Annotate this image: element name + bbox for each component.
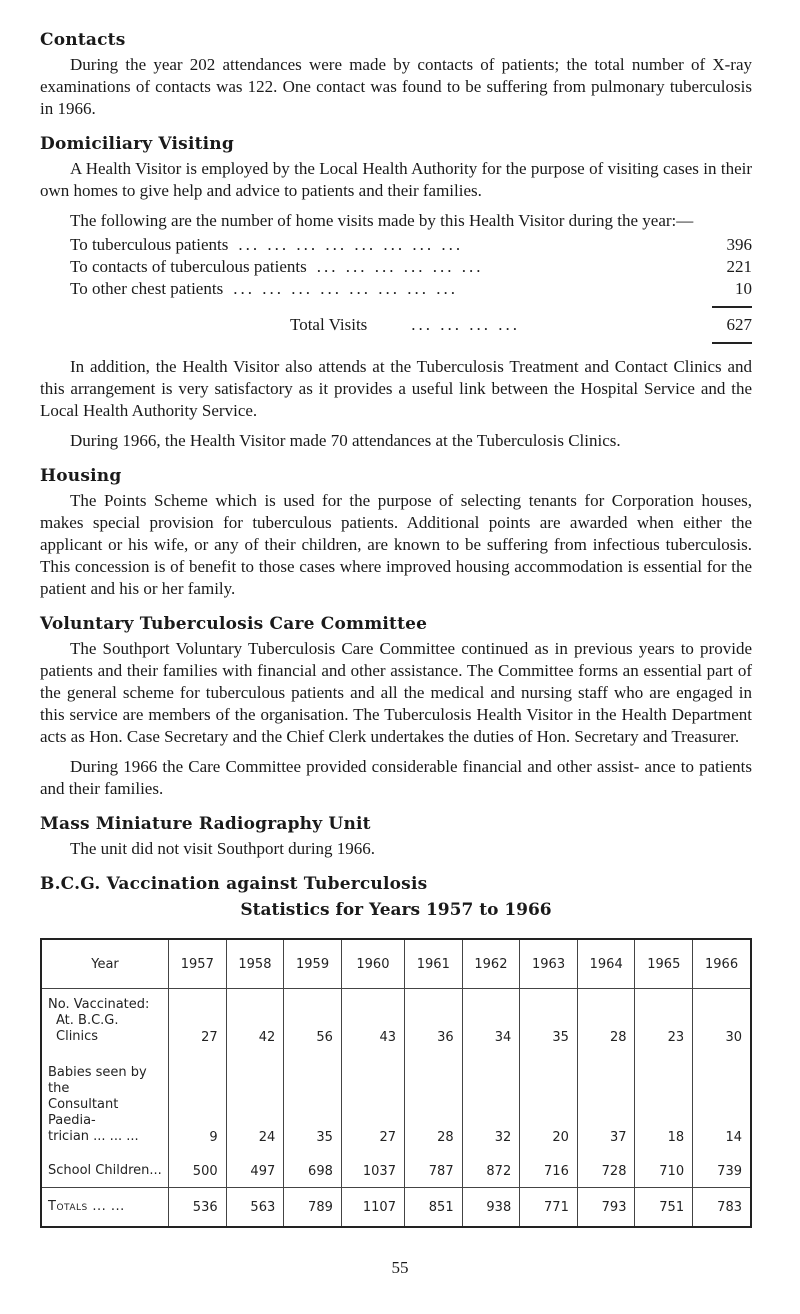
row-label-line: trician ... ... ... [48, 1129, 139, 1144]
column-header: 1957 [169, 939, 227, 989]
bcg-subtitle: Statistics for Years 1957 to 1966 [240, 900, 552, 920]
total-cell: 851 [404, 1188, 462, 1228]
row-label-line: No. Vaccinated: [48, 997, 150, 1012]
table-cell: 728 [577, 1145, 635, 1188]
visits-list [70, 234, 752, 336]
table-cell: 716 [520, 1145, 578, 1188]
domiciliary-heading: Domiciliary Visiting [40, 134, 234, 154]
visit-row [70, 278, 752, 300]
table-header-row [41, 939, 751, 989]
domiciliary-section [40, 134, 752, 452]
table-cell: 35 [520, 989, 578, 1046]
total-cell: 751 [635, 1188, 693, 1228]
table-row [41, 1145, 751, 1188]
row-label-line: At. B.C.G. Clinics [56, 1013, 119, 1044]
visit-value: 221 [726, 257, 752, 276]
totals-row [41, 1188, 751, 1228]
table-cell: 9 [169, 1045, 227, 1145]
row-label [41, 1045, 169, 1145]
domiciliary-paragraph-4: During 1966, the Health Visitor made 70 attendances at the Tuberculosis Clinics. [70, 431, 621, 450]
total-cell: 771 [520, 1188, 578, 1228]
radiography-paragraph: The unit did not visit Southport during 1966. [70, 839, 376, 858]
table-cell: 20 [520, 1045, 578, 1145]
contacts-paragraph: During the year 202 attendances were made by contacts of patients; the total number of X-ray examinations of contacts was 122. One contact was found to be suffering from pulmonary tuberculosis in 1966. [40, 55, 752, 118]
page-number: 55 [391, 1258, 409, 1277]
committee-section [40, 614, 752, 800]
table-cell: 27 [341, 1045, 404, 1145]
total-rule [712, 342, 752, 344]
leader-dots: ... ... ... ... ... ... ... ... [238, 235, 464, 254]
table-cell: 739 [693, 1145, 751, 1188]
table-cell: 27 [169, 989, 227, 1046]
table-cell: 43 [341, 989, 404, 1046]
table-cell: 710 [635, 1145, 693, 1188]
table-cell: 42 [226, 989, 284, 1046]
contacts-section [40, 30, 752, 120]
table-cell: 497 [226, 1145, 284, 1188]
row-label-line: School Children... [48, 1163, 162, 1178]
table-cell: 787 [404, 1145, 462, 1188]
column-header: 1963 [520, 939, 578, 989]
total-visits-value: 627 [726, 315, 752, 334]
housing-heading: Housing [40, 466, 122, 486]
totals-label: Totals ... ... [41, 1188, 169, 1228]
domiciliary-paragraph-1: A Health Visitor is employed by the Local Health Authority for the purpose of visiting cases in their own homes to give help and advice to patients and their families. [40, 159, 752, 200]
total-cell: 789 [284, 1188, 342, 1228]
column-header: 1959 [284, 939, 342, 989]
radiography-heading: Mass Miniature Radiography Unit [40, 814, 371, 834]
column-header: 1964 [577, 939, 635, 989]
column-header-year: Year [41, 939, 169, 989]
visit-value: 10 [735, 279, 752, 298]
domiciliary-paragraph-2: The following are the number of home visits made by this Health Visitor during the year:— [70, 211, 694, 230]
table-cell: 698 [284, 1145, 342, 1188]
committee-heading: Voluntary Tuberculosis Care Committee [40, 614, 428, 634]
table-cell: 500 [169, 1145, 227, 1188]
table-cell: 28 [404, 1045, 462, 1145]
table-cell: 37 [577, 1045, 635, 1145]
bcg-heading: B.C.G. Vaccination against Tuberculosis [40, 874, 428, 894]
table-cell: 18 [635, 1045, 693, 1145]
total-cell: 783 [693, 1188, 751, 1228]
contacts-heading: Contacts [40, 30, 126, 50]
row-label [41, 989, 169, 1046]
row-label-line: Babies seen by the [48, 1065, 147, 1096]
leader-dots: ... ... ... ... ... ... [316, 257, 484, 276]
table-cell: 35 [284, 1045, 342, 1145]
visit-label: To other chest patients [70, 279, 224, 298]
visit-label: To tuberculous patients [70, 235, 229, 254]
leader-dots: ... ... ... ... [411, 315, 521, 334]
table-cell: 56 [284, 989, 342, 1046]
table-cell: 872 [462, 1145, 520, 1188]
bcg-section [40, 874, 752, 1228]
table-row [41, 989, 751, 1046]
row-label [41, 1145, 169, 1188]
table-cell: 23 [635, 989, 693, 1046]
leader-dots: ... ... ... ... ... ... ... ... [233, 279, 458, 298]
table-cell: 14 [693, 1045, 751, 1145]
column-header: 1960 [341, 939, 404, 989]
visit-row [70, 256, 752, 278]
column-header: 1962 [462, 939, 520, 989]
table-cell: 34 [462, 989, 520, 1046]
bcg-statistics-table [40, 938, 752, 1228]
visit-value: 396 [726, 235, 752, 254]
committee-paragraph-2: During 1966 the Care Committee provided considerable financial and other assist- ance to patients and their families. [40, 757, 752, 798]
table-cell: 30 [693, 989, 751, 1046]
total-cell: 563 [226, 1188, 284, 1228]
housing-section [40, 466, 752, 600]
table-cell: 1037 [341, 1145, 404, 1188]
table-cell: 32 [462, 1045, 520, 1145]
total-cell: 536 [169, 1188, 227, 1228]
visit-label: To contacts of tuberculous patients [70, 257, 307, 276]
radiography-section [40, 814, 752, 860]
sum-rule [712, 306, 752, 308]
domiciliary-paragraph-3: In addition, the Health Visitor also attends at the Tuberculosis Treatment and Contact Clinics and this arrangement is very satisfactory as it provides a useful link between the Hospital Service and the Local Health Authority Service. [40, 357, 752, 420]
column-header: 1966 [693, 939, 751, 989]
total-cell: 793 [577, 1188, 635, 1228]
table-row [41, 1045, 751, 1145]
row-label-line: Consultant Paedia- [48, 1097, 119, 1128]
committee-paragraph-1: The Southport Voluntary Tuberculosis Care Committee continued as in previous years to provide patients and their families with financial and other assistance. The Committee forms an essential part of the general scheme for tuberculous patients and all the medical and nursing staff who are engaged in this service are members of the organisation. The Tuberculosis Health Visitor in the Health Department acts as Hon. Case Secretary and the Chief Clerk undertakes the duties of Hon. Secretary and Treasurer. [40, 639, 752, 746]
column-header: 1965 [635, 939, 693, 989]
visit-row [70, 234, 752, 256]
table-cell: 28 [577, 989, 635, 1046]
table-cell: 24 [226, 1045, 284, 1145]
total-visits-label: Total Visits [290, 315, 368, 334]
column-header: 1958 [226, 939, 284, 989]
total-cell: 938 [462, 1188, 520, 1228]
column-header: 1961 [404, 939, 462, 989]
document-page [40, 30, 752, 1228]
total-cell: 1107 [341, 1188, 404, 1228]
visits-total-row [70, 314, 752, 336]
housing-paragraph: The Points Scheme which is used for the purpose of selecting tenants for Corporation houses, makes special provision for tuberculous patients. Additional points are awarded when either the applicant or his wife, or any of their children, are known to be suffering from infectious tuberculosis. This concession is of benefit to those cases where improved housing accommodation is essential for the patient and his or her family. [40, 491, 752, 598]
table-cell: 36 [404, 989, 462, 1046]
